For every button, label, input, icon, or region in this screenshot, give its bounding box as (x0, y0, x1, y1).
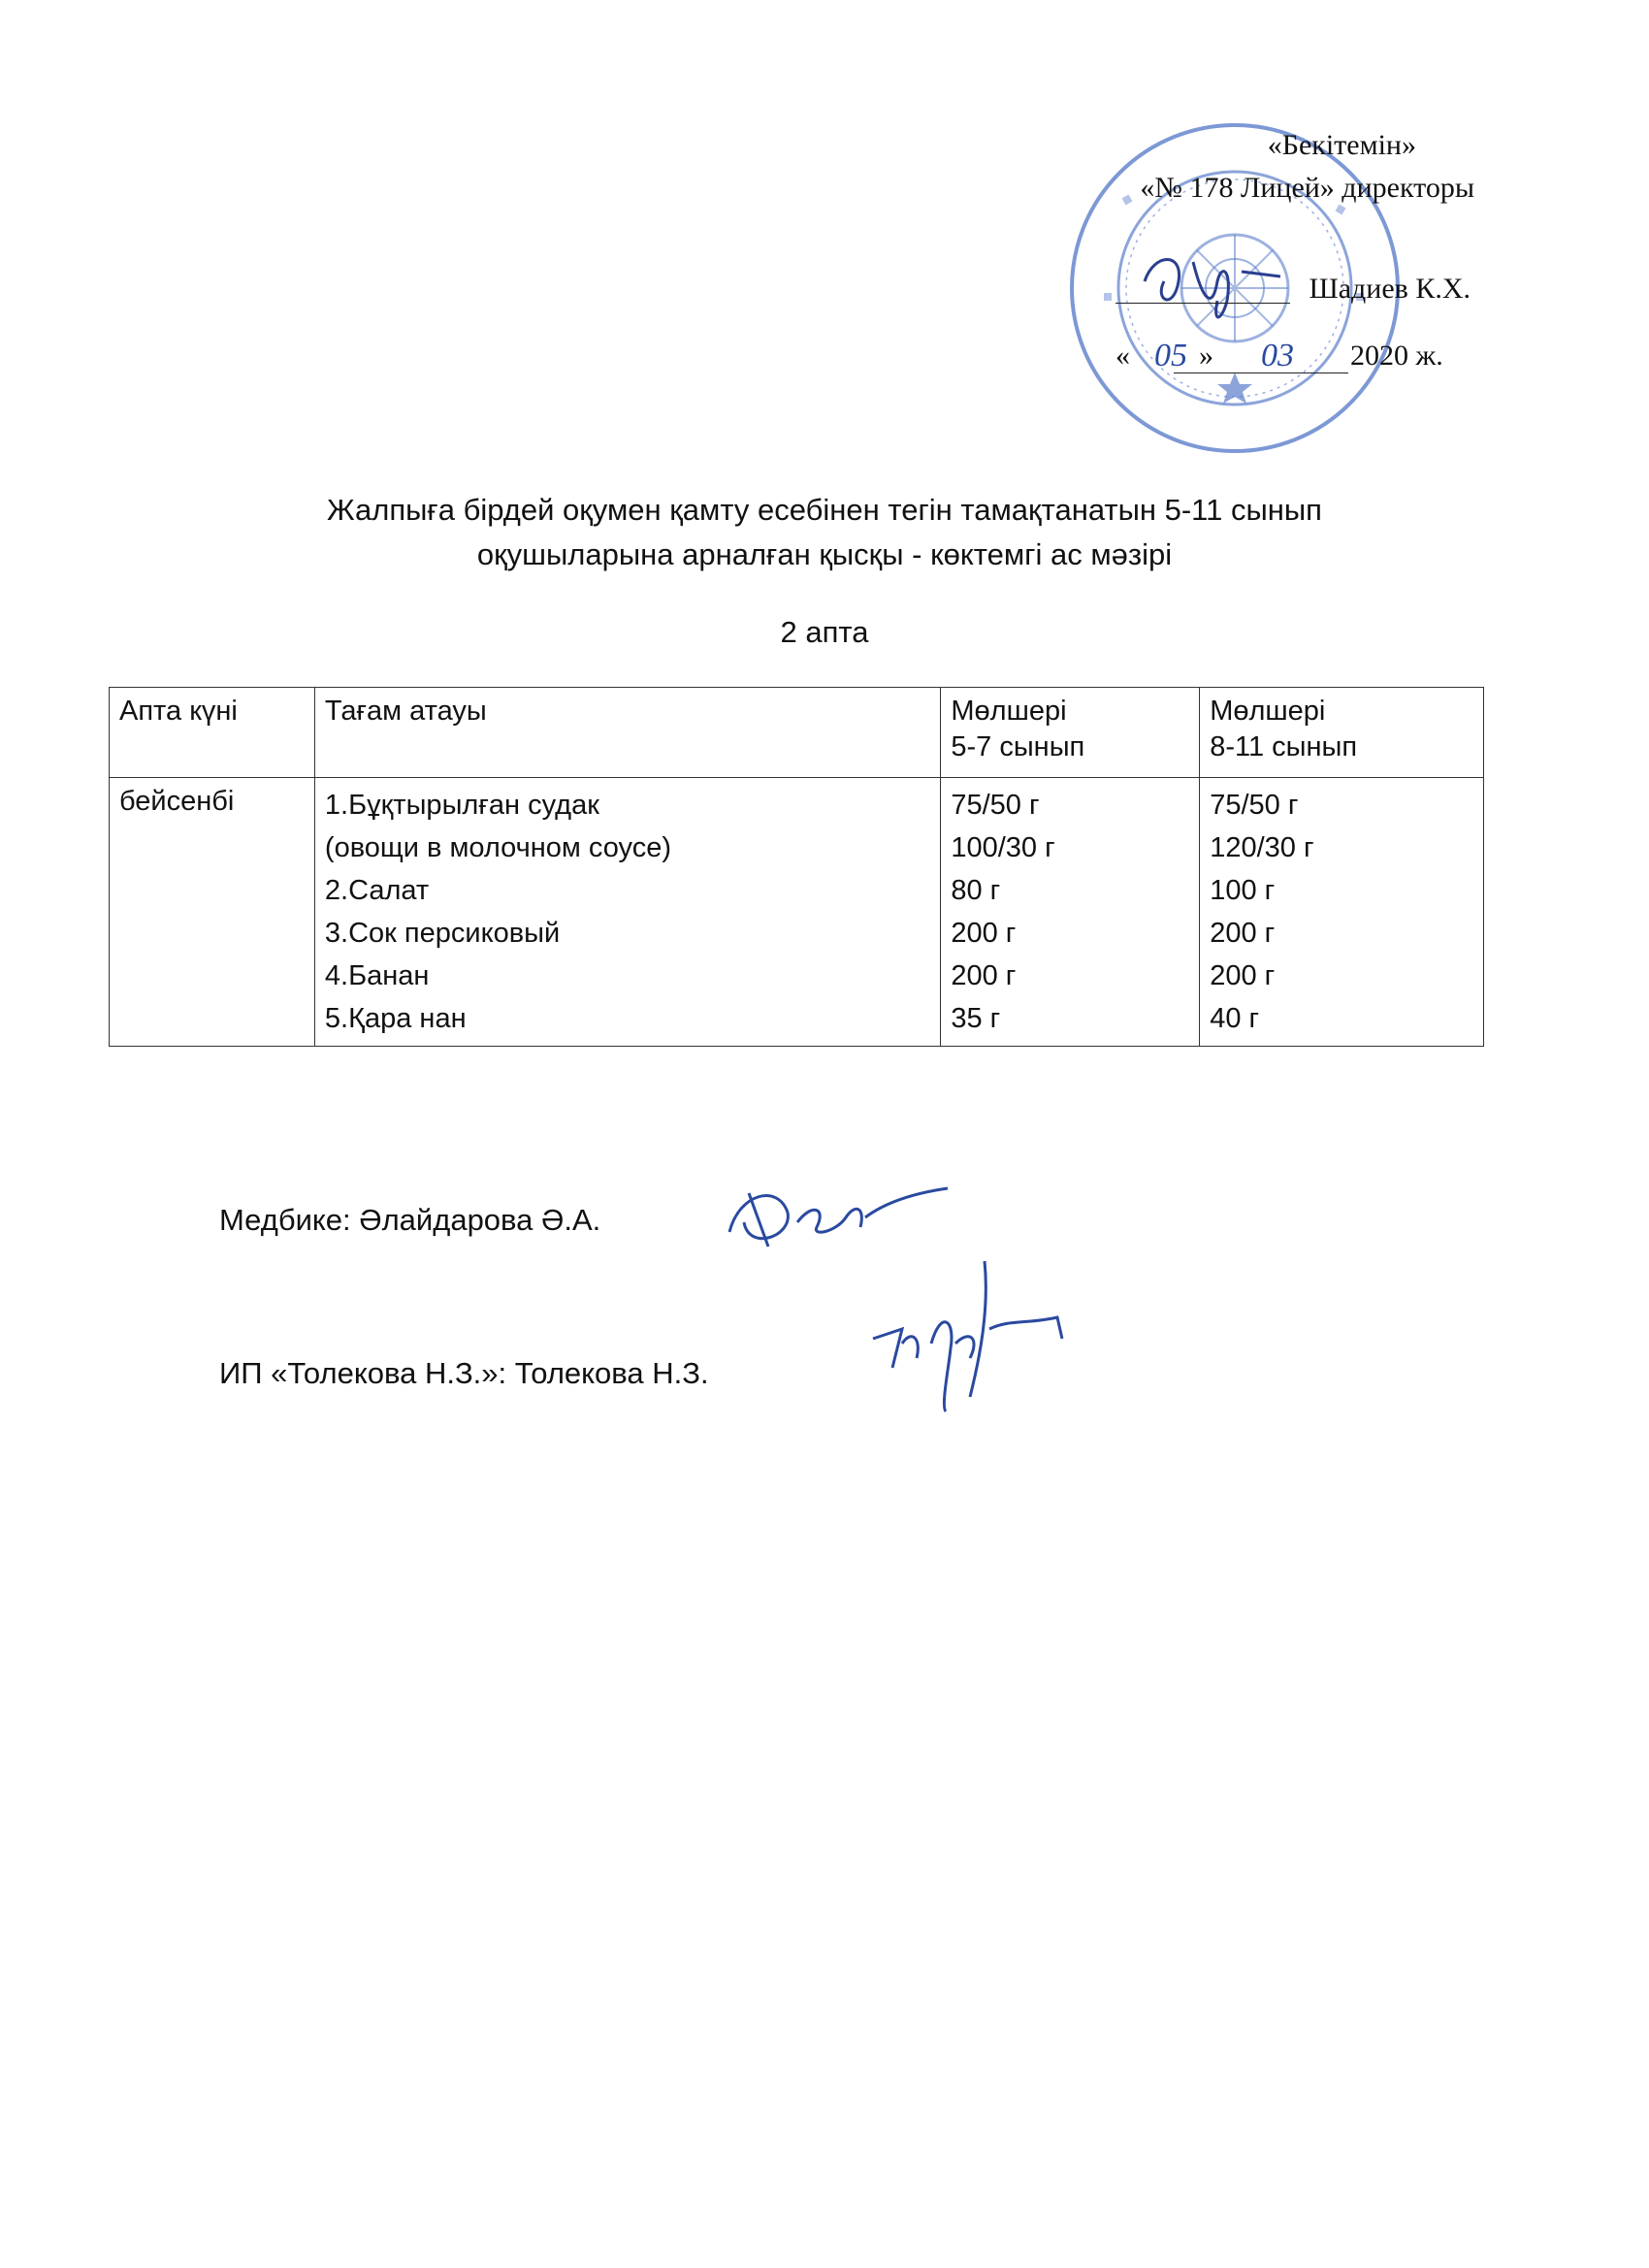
header-qty-class: 8-11 сынып (1210, 731, 1358, 762)
date-close-quote: » (1199, 340, 1213, 372)
director-position: «№ 178 Лицей» директоры (1140, 172, 1474, 204)
approval-heading: «Бекітемін» (1267, 129, 1416, 161)
header-qty-5-7 (941, 688, 1200, 778)
qty-value: 200 г (951, 918, 1017, 949)
header-qty-label: Мөлшері (951, 696, 1067, 727)
document-title-line2: оқушыларына арналған қысқы - көктемгі ас мәзірі (476, 537, 1173, 571)
handwritten-day: 05 (1154, 338, 1187, 373)
list-item: 3.Сок персиковый (324, 918, 561, 949)
day-cell: бейсенбі (110, 778, 315, 1047)
week-label: 2 апта (780, 615, 869, 649)
date-open-quote: « (1116, 340, 1130, 372)
qty-value: 200 г (1210, 918, 1276, 949)
list-item: 1.Бұқтырылған судак (324, 790, 599, 821)
qty-value: 75/50 г (1210, 790, 1299, 821)
header-qty-class: 5-7 сынып (951, 731, 1085, 762)
qty-8-11-cell (1200, 778, 1484, 1047)
list-item: (овощи в молочном соусе) (324, 832, 671, 863)
approval-year: 2020 ж. (1350, 340, 1443, 372)
qty-5-7-cell (941, 778, 1200, 1047)
qty-value: 100 г (1210, 875, 1276, 906)
signature-underline (1116, 303, 1290, 304)
document-title-line1: Жалпыға бірдей оқумен қамту есебінен тегін тамақтанатын 5-11 сынып (327, 493, 1322, 527)
qty-value: 200 г (951, 960, 1017, 991)
director-signature-icon (1125, 243, 1290, 330)
qty-value: 75/50 г (951, 790, 1040, 821)
qty-value: 100/30 г (951, 832, 1055, 863)
header-qty-label: Мөлшері (1210, 696, 1326, 727)
qty-value: 200 г (1210, 960, 1276, 991)
list-item: 2.Салат (324, 875, 430, 906)
supplier-signatory: ИП «Толекова Н.З.»: Толекова Н.З. (219, 1356, 709, 1390)
qty-value: 40 г (1210, 1003, 1260, 1034)
director-name: Шадиев К.Х. (1309, 273, 1471, 305)
header-dish: Тағам атауы (314, 688, 940, 778)
dish-list-cell (314, 778, 940, 1047)
qty-value: 80 г (951, 875, 1001, 906)
nurse-signatory: Медбике: Әлайдарова Ә.А. (219, 1203, 601, 1237)
list-item: 5.Қара нан (324, 1003, 467, 1034)
nurse-signature-icon (720, 1164, 953, 1261)
supplier-signature-icon (863, 1251, 1077, 1416)
header-qty-8-11 (1200, 688, 1484, 778)
menu-table (109, 687, 1484, 1047)
table-row (110, 778, 1484, 1047)
qty-value: 120/30 г (1210, 832, 1314, 863)
header-day: Апта күні (110, 688, 315, 778)
handwritten-month: 03 (1261, 338, 1294, 373)
qty-value: 35 г (951, 1003, 1001, 1034)
list-item: 4.Банан (324, 960, 430, 991)
table-header-row (110, 688, 1484, 778)
